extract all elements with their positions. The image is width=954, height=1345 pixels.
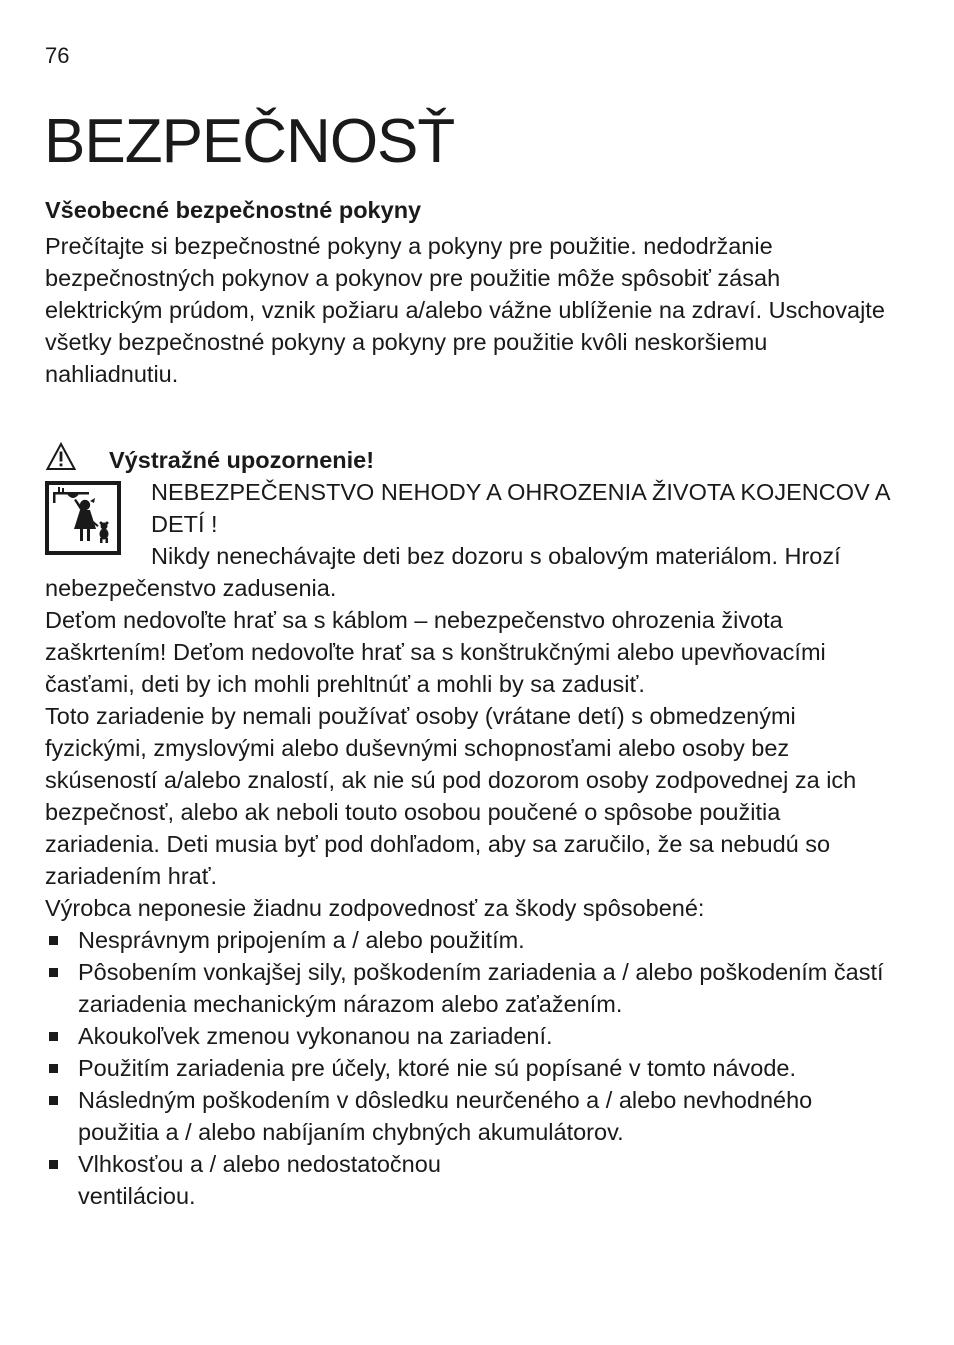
general-safety-text: Prečítajte si bezpečnostné pokyny a pokyny pre použitie. nedodržanie bezpečnostných pokynov a pokynov pre použitie môže spôsobiť zásah elektrickým prúdom, vznik požiaru a/alebo vážne ublíženie na zdraví. Uschovajte všetky bezpečnostné pokyny a pokyny pre použitie kvôli neskoršiemu nahliadnutiu. bbox=[45, 233, 885, 387]
list-item-text: Pôsobením vonkajšej sily, poškodením zariadenia a / alebo poškodením častí zariadenia mechanickým nárazom alebo zaťažením. bbox=[78, 959, 884, 1017]
general-safety-heading: Všeobecné bezpečnostné pokyny bbox=[45, 197, 422, 223]
square-bullet-icon bbox=[49, 1032, 58, 1041]
warning-heading: Výstražné upozornenie! bbox=[109, 447, 375, 473]
warning-heading-row bbox=[45, 444, 890, 476]
square-bullet-icon bbox=[49, 1096, 58, 1105]
list-item-text: Akoukoľvek zmenou vykonanou na zariadení. bbox=[78, 1023, 553, 1049]
list-item-text: Následným poškodením v dôsledku neurčeného a / alebo nevhodného použitia a / alebo nabíjaním chybných akumulátorov. bbox=[78, 1087, 813, 1145]
warning-section bbox=[45, 444, 890, 1212]
square-bullet-icon bbox=[49, 1064, 58, 1073]
main-content bbox=[45, 194, 890, 1212]
list-item-text: Nesprávnym pripojením a / alebo použitím. bbox=[78, 927, 525, 953]
list-item bbox=[45, 1052, 890, 1084]
list-item-text: Použitím zariadenia pre účely, ktoré nie sú popísané v tomto návode. bbox=[78, 1055, 797, 1081]
liability-intro: Výrobca neponesie žiadnu zodpovednosť za škody spôsobené: bbox=[45, 895, 705, 921]
list-item bbox=[45, 924, 890, 956]
child-safety-icon bbox=[45, 481, 121, 555]
square-bullet-icon bbox=[49, 936, 58, 945]
danger-title: NEBEZPEČENSTVO NEHODY A OHROZENIA ŽIVOTA KOJENCOV A DETÍ ! bbox=[151, 479, 890, 537]
list-item bbox=[45, 956, 890, 1020]
page-title: BEZPEČNOSŤ bbox=[44, 107, 455, 176]
square-bullet-icon bbox=[49, 1160, 58, 1169]
cable-warning-text: Deťom nedovoľte hrať sa s káblom – nebezpečenstvo ohrozenia života zaškrtením! Deťom nedovoľte hrať sa s konštrukčnými alebo upevňovacími časťami, deti by ich mohli prehltnúť a mohli by sa zadusiť. bbox=[45, 607, 826, 697]
persons-warning-text: Toto zariadenie by nemali používať osoby (vrátane detí) s obmedzenými fyzickými, zmyslovými alebo duševnými schopnosťami alebo osoby bez skúseností a/alebo znalostí, ak nie sú pod dozorom osoby zodpovednej za ich bezpečnosť, alebo ak neboli touto osobou poučené o spôsobe použitia zariadenia. Deti musia byť pod dohľadom, aby sa zaručilo, že sa nebudú so zariadením hrať. bbox=[45, 703, 857, 889]
square-bullet-icon bbox=[49, 968, 58, 977]
warning-triangle-icon bbox=[46, 442, 76, 472]
list-item bbox=[45, 1148, 518, 1212]
list-item-text: Vlhkosťou a / alebo nedostatočnou ventiláciou. bbox=[78, 1151, 441, 1209]
list-item bbox=[45, 1084, 890, 1148]
liability-list bbox=[45, 924, 890, 1212]
page-number: 76 bbox=[45, 43, 70, 68]
list-item bbox=[45, 1020, 890, 1052]
packaging-warning-text: Nikdy nenechávajte deti bez dozoru s obalovým materiálom. Hrozí nebezpečenstvo zadusenia. bbox=[45, 543, 841, 601]
